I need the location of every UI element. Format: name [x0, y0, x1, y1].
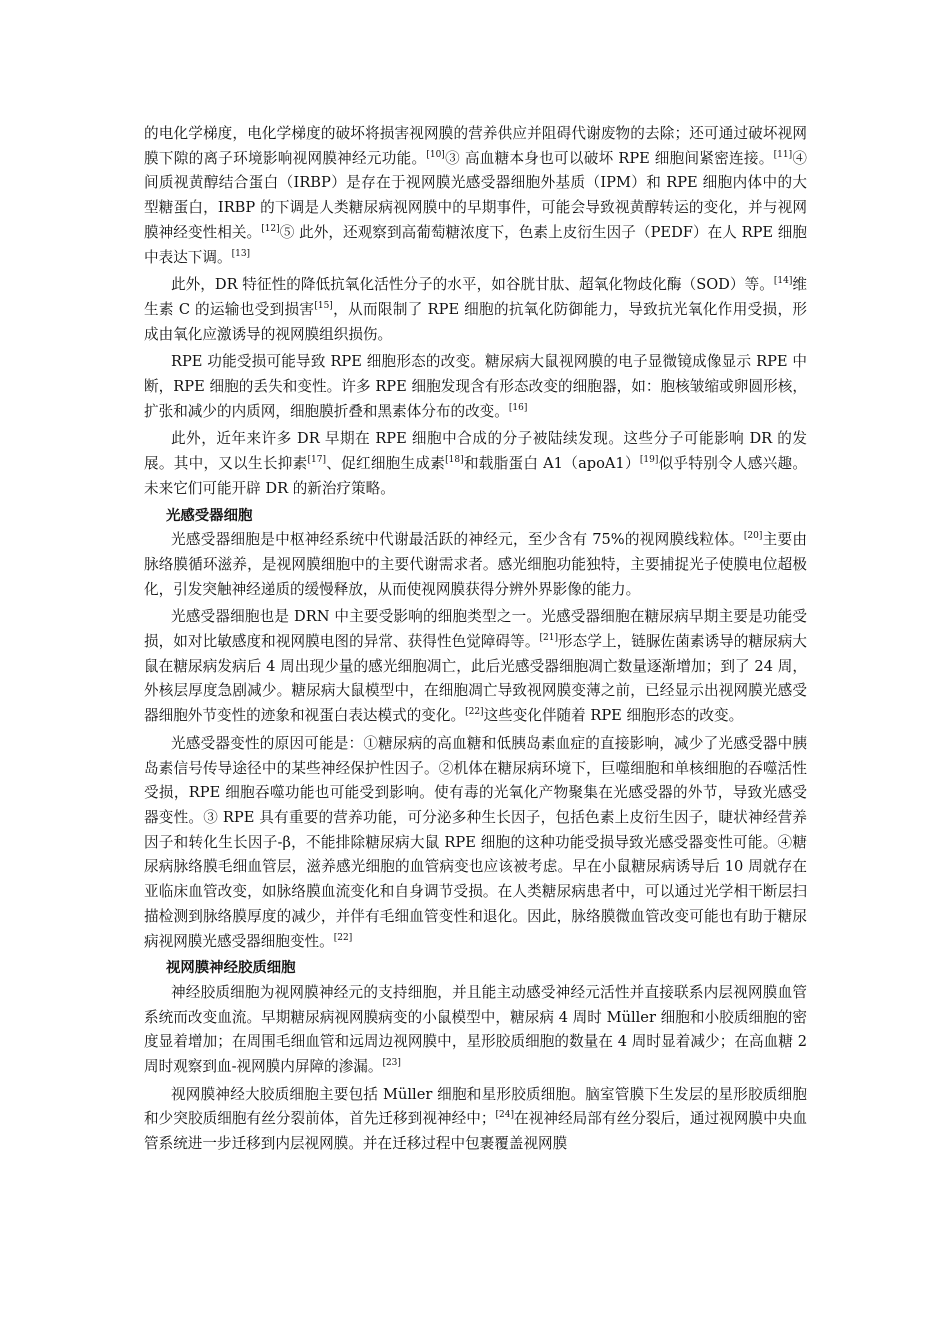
citation-ref: [14] [773, 276, 793, 287]
citation-ref: [13] [231, 248, 251, 259]
citation-ref: [22] [333, 932, 353, 943]
citation-ref: [20] [743, 531, 763, 542]
paragraph-text: 这些变化伴随着 RPE 细胞形态的改变。 [483, 707, 744, 725]
paragraph-text: 光感受器细胞也是 DRN 中主要受影响的细胞类型之一。光感受器细胞在糖尿病早期主要是功能受损，如对比敏感度和视网膜电图的异常、获得性色觉障碍等。 [144, 608, 807, 651]
paragraph-text: ③ 高血糖本身也可以破坏 RPE 细胞间紧密连接。 [444, 149, 774, 167]
paragraph-text: 、促红细胞生成素 [325, 455, 446, 473]
paragraph-photoreceptor-causes [144, 732, 807, 954]
paragraph-text: 维生素 C 的运输也受到损害 [144, 276, 807, 318]
paragraph-text: 神经胶质细胞为视网膜神经元的支持细胞，并且能主动感受神经元活性并直接联系内层视网膜血管系统而改变血流。早期糖尿病视网膜病变的小鼠模型中，糖尿病 4 周时 Müller 细胞和小胶质细胞的密度显着增加；在周围毛细血管和远周边视网膜中，星形胶质细胞的数量在 4 周时显着减少；在高血糖 2 周时观察到血-视网膜内屏障的渗漏。 [144, 983, 807, 1076]
section-heading-photoreceptor: 光感受器细胞 [166, 507, 253, 524]
paragraph-rpe-barrier [144, 122, 807, 270]
citation-ref: [22] [465, 707, 484, 718]
paragraph-text: 的电化学梯度，电化学梯度的破坏将损害视网膜的营养供应并阻碍代谢废物的去除；还可通过破坏视网膜下隙的离子环境影响视网膜神经元功能。 [144, 125, 807, 167]
paragraph-text: 和载脂蛋白 A1（apoA1） [463, 455, 640, 473]
paragraph-text: 光感受器细胞是中枢神经系统中代谢最活跃的神经元，至少含有 75%的视网膜线粒体。 [171, 531, 744, 549]
document-page [144, 122, 807, 1157]
paragraph-rpe-morphology [144, 350, 807, 424]
paragraph-rpe-molecules [144, 427, 807, 501]
paragraph-text: RPE 功能受损可能导致 RPE 细胞形态的改变。糖尿病大鼠视网膜的电子显微镜成像显示 RPE 中断，RPE 细胞的丢失和变性。许多 RPE 细胞发现含有形态改变的细胞器，如：胞核皱缩或卵圆形核，扩张和减少的内质网，细胞膜折叠和黑素体分布的改变。 [144, 353, 807, 420]
citation-ref: [24] [495, 1110, 514, 1121]
citation-ref: [17] [307, 455, 326, 466]
paragraph-photoreceptor-intro [144, 528, 807, 602]
paragraph-text: ⑤ 此外，还观察到高葡萄糖浓度下，色素上皮衍生因子（PEDF）在人 RPE 细胞中表达下调。 [144, 223, 807, 266]
citation-ref: [19] [639, 455, 659, 466]
paragraph-glia-macroglia [144, 1083, 807, 1157]
citation-ref: [10] [426, 149, 445, 160]
citation-ref: [12] [261, 223, 280, 234]
paragraph-text: 主要由脉络膜循环滋养，是视网膜细胞中的主要代谢需求者。感光细胞功能独特，主要捕捉光子使膜电位超极化，引发突触神经递质的缓慢释放，从而使视网膜获得分辨外界影像的能力。 [144, 531, 807, 598]
paragraph-antioxidant [144, 273, 807, 347]
paragraph-text: 此外，近年来许多 DR 早期在 RPE 细胞中合成的分子被陆续发现。这些分子可能影响 DR 的发展。其中，又以生长抑素 [144, 430, 807, 473]
paragraph-text: 此外，DR 特征性的降低抗氧化活性分子的水平，如谷胱甘肽、超氧化物歧化酶（SOD）等。 [171, 276, 774, 294]
citation-ref: [16] [508, 402, 528, 413]
paragraph-text: ④ 间质视黄醇结合蛋白（IRBP）是存在于视网膜光感受器细胞外基质（IPM）和 RPE 细胞内体中的大型糖蛋白，IRBP 的下调是人类糖尿病视网膜中的早期事件，可能会导致视黄醇转运的变化，并与视网膜神经变性相关。 [144, 149, 807, 241]
citation-ref: [21] [539, 633, 558, 644]
paragraph-photoreceptor-drn [144, 605, 807, 729]
citation-ref: [15] [314, 300, 333, 311]
paragraph-glia-intro [144, 981, 807, 1080]
paragraph-text: 形态学上，链脲佐菌素诱导的糖尿病大鼠在糖尿病发病后 4 周出现少量的感光细胞凋亡，此后光感受器细胞凋亡数量逐渐增加；到了 24 周，外核层厚度急剧减少。糖尿病大鼠模型中，在细胞凋亡导致视网膜变薄之前，已经显示出视网膜光感受器细胞外节变性的迹象和视蛋白表达模式的变化。 [144, 633, 807, 725]
section-heading-glia: 视网膜神经胶质细胞 [166, 960, 296, 977]
paragraph-text: 似乎特别令人感兴趣。未来它们可能开辟 DR 的新治疗策略。 [144, 455, 807, 497]
paragraph-text: 在视神经局部有丝分裂后，通过视网膜中央血管系统进一步迁移到内层视网膜。并在迁移过程中包裹覆盖视网膜 [144, 1110, 807, 1153]
citation-ref: [11] [773, 149, 793, 160]
paragraph-text: 光感受器变性的原因可能是：①糖尿病的高血糖和低胰岛素血症的直接影响，减少了光感受器中胰岛素信号传导途径中的某些神经保护性因子。②机体在糖尿病环境下，巨噬细胞和单核细胞的吞噬活性受损，RPE 细胞吞噬功能也可能受到影响。使有毒的光氧化产物聚集在光感受器的外节，导致光感受器变性。③ RPE 具有重要的营养功能，可分泌多种生长因子，包括色素上皮衍生因子，睫状神经营养因子和转化生长因子-β，不能排除糖尿病大鼠 RPE 细胞的这种功能受损导致光感受器变性可能。④糖尿病脉络膜毛细血管层，滋养感光细胞的血管病变也应该被考虑。早在小鼠糖尿病诱导后 10 周就存在亚临床血管改变，如脉络膜血流变化和自身调节受损。在人类糖尿病患者中，可以通过光学相干断层扫描检测到脉络膜厚度的减少，并伴有毛细血管变性和退化。因此，脉络膜微血管改变可能也有助于糖尿病视网膜光感受器细胞变性。 [144, 734, 807, 950]
citation-ref: [18] [445, 455, 464, 466]
citation-ref: [23] [382, 1058, 401, 1069]
paragraph-text: ，从而限制了 RPE 细胞的抗氧化防御能力，导致抗光氧化作用受损，形成由氧化应激诱导的视网膜组织损伤。 [144, 300, 807, 343]
paragraph-text: 视网膜神经大胶质细胞主要包括 Müller 细胞和星形胶质细胞。脑室管膜下生发层的星形胶质细胞和少突胶质细胞有丝分裂前体，首先迁移到视神经中； [144, 1085, 807, 1128]
